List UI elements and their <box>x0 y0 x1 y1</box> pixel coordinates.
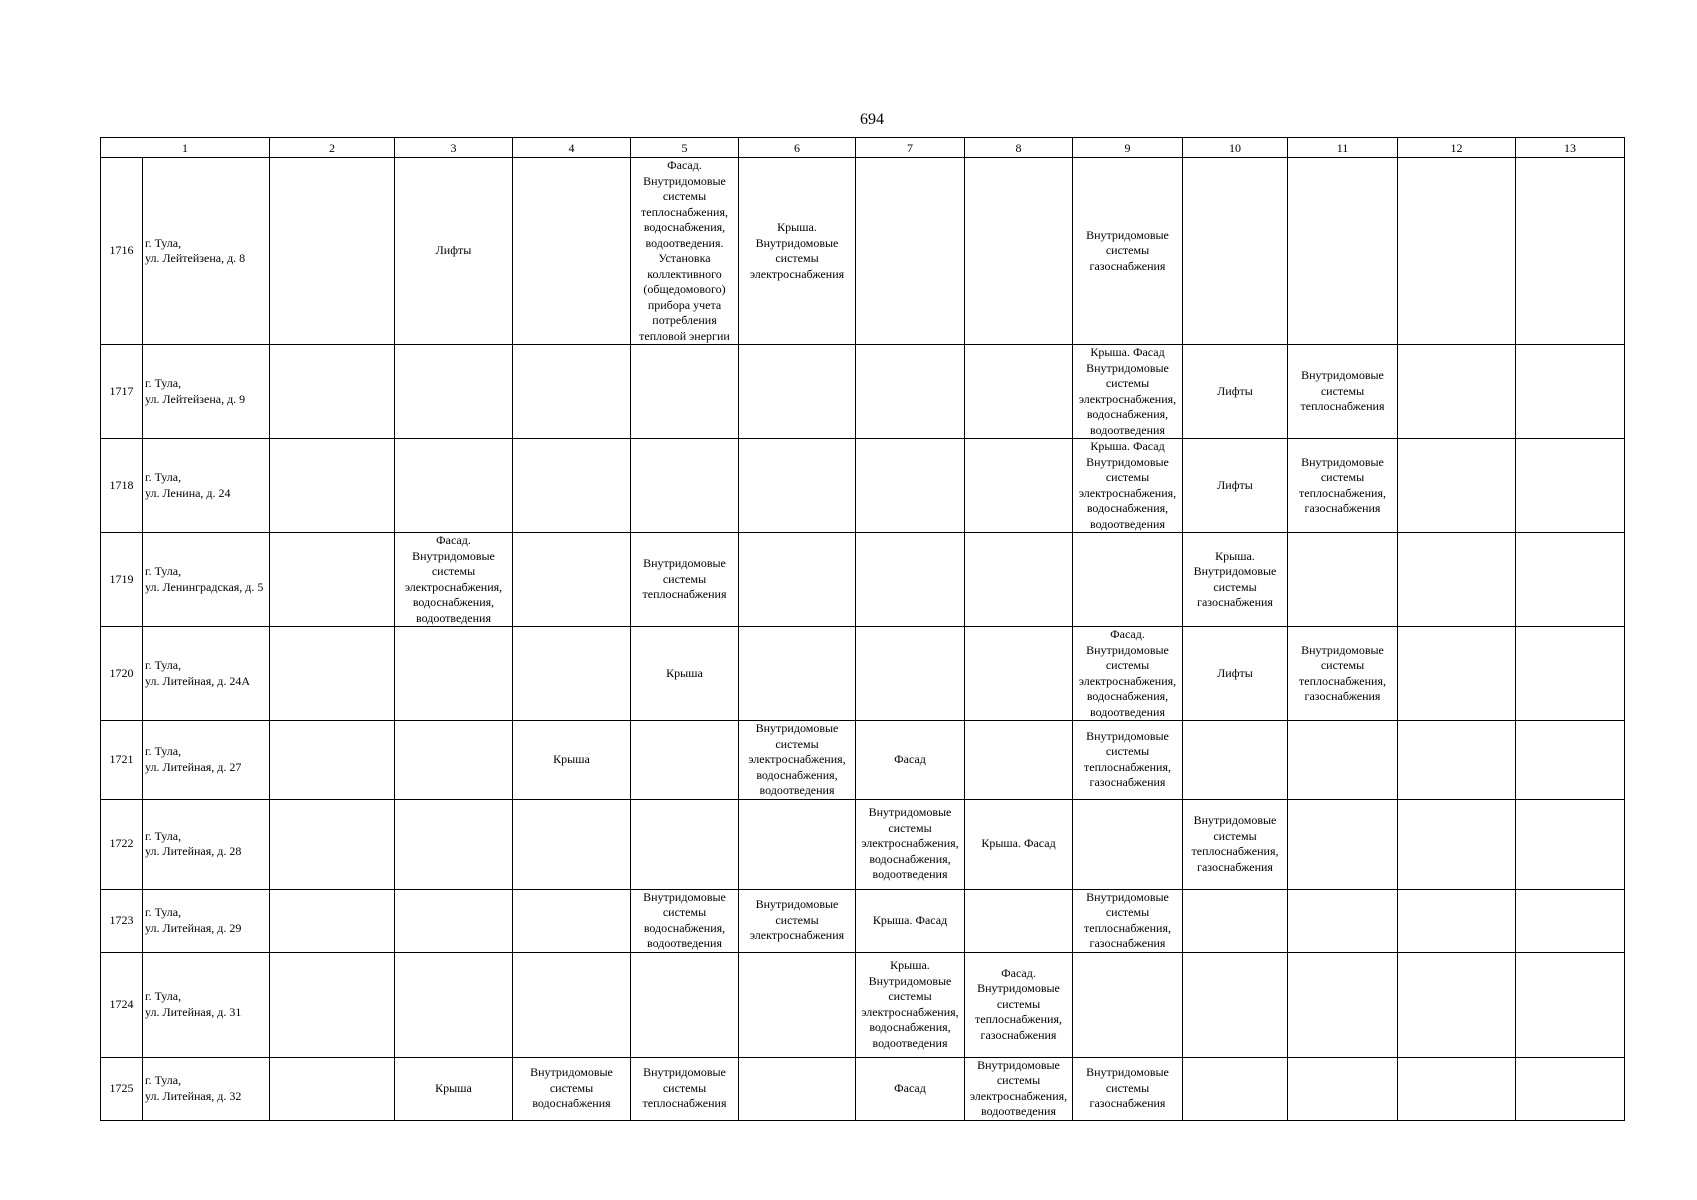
work-cell-col-7 <box>856 533 965 627</box>
work-cell-col-9 <box>1073 952 1183 1057</box>
work-cell-col-10 <box>1183 533 1288 627</box>
work-cell-text: Фасад. Внутридомовые системы электроснабжения, водоснабжения, водоотведения <box>1078 627 1177 719</box>
work-cell-text: Внутридомовые системы водоснабжения <box>530 1065 613 1111</box>
work-cell-text: Крыша <box>666 665 703 680</box>
work-cell-col-6 <box>739 345 856 439</box>
work-cell-text: Крыша. Внутридомовые системы электроснабжения, водоснабжения, водоотведения <box>861 958 959 1050</box>
work-cell-col-2 <box>270 889 395 952</box>
work-cell-text: Внутридомовые системы теплоснабжения, газоснабжения <box>1191 813 1279 874</box>
work-cell-col-5 <box>631 158 739 345</box>
work-cell-col-2 <box>270 345 395 439</box>
work-cell-col-8 <box>965 721 1073 800</box>
work-cell-col-13 <box>1516 345 1625 439</box>
work-cell-col-10 <box>1183 345 1288 439</box>
address-city: г. Тула, <box>145 470 182 484</box>
address-cell <box>143 889 270 952</box>
address-street: ул. Литейная, д. 29 <box>145 920 242 935</box>
header-cell: 13 <box>1516 138 1625 158</box>
work-cell-text: Внутридомовые системы электроснабжения, водоотведения <box>969 1057 1068 1118</box>
table-row <box>101 799 1625 889</box>
address-city: г. Тула, <box>145 235 182 250</box>
row-number: 1721 <box>101 721 143 800</box>
work-cell-col-7 <box>856 158 965 345</box>
work-cell-col-6 <box>739 889 856 952</box>
address-city: г. Тула, <box>145 744 182 759</box>
work-cell-col-6 <box>739 439 856 533</box>
work-cell-col-4 <box>513 627 631 721</box>
work-cell-col-7 <box>856 889 965 952</box>
header-cell: 5 <box>631 138 739 158</box>
work-cell-text: Внутридомовые системы газоснабжения <box>1086 227 1169 273</box>
work-cell-col-5 <box>631 889 739 952</box>
work-cell-col-2 <box>270 1057 395 1120</box>
address-street: ул. Литейная, д. 27 <box>145 759 242 774</box>
work-cell-col-4 <box>513 345 631 439</box>
table-row <box>101 889 1625 952</box>
work-cell-col-3 <box>395 158 513 345</box>
work-cell-text: Фасад. Внутридомовые системы теплоснабжения, водоснабжения, водоотведения. Установка коллективного (общедомового) прибора учета потребления тепловой энергии <box>639 158 730 343</box>
work-cell-col-11 <box>1288 627 1398 721</box>
work-cell-col-11 <box>1288 721 1398 800</box>
work-cell-col-4 <box>513 1057 631 1120</box>
table-row <box>101 627 1625 721</box>
work-cell-col-10 <box>1183 627 1288 721</box>
work-cell-col-9 <box>1073 345 1183 439</box>
row-number: 1720 <box>101 627 143 721</box>
work-cell-col-5 <box>631 952 739 1057</box>
address-city: г. Тула, <box>145 1073 182 1087</box>
work-cell-text: Внутридомовые системы теплоснабжения <box>1300 368 1385 414</box>
work-cell-text: Фасад. Внутридомовые системы электроснабжения, водоснабжения, водоотведения <box>404 533 503 625</box>
work-cell-col-5 <box>631 799 739 889</box>
work-cell-col-7 <box>856 952 965 1057</box>
work-cell-col-12 <box>1398 799 1516 889</box>
work-cell-col-2 <box>270 952 395 1057</box>
work-cell-col-3 <box>395 533 513 627</box>
work-cell-text: Крыша. Фасад Внутридомовые системы электроснабжения, водоснабжения, водоотведения <box>1078 439 1177 531</box>
row-number: 1724 <box>101 952 143 1057</box>
work-schedule-table <box>100 137 1625 1121</box>
header-cell: 12 <box>1398 138 1516 158</box>
work-cell-text: Крыша. Фасад <box>981 836 1056 851</box>
address-cell <box>143 799 270 889</box>
work-cell-col-11 <box>1288 439 1398 533</box>
address-city: г. Тула, <box>145 376 182 390</box>
header-cell: 3 <box>395 138 513 158</box>
work-cell-col-2 <box>270 799 395 889</box>
work-cell-col-13 <box>1516 627 1625 721</box>
address-cell <box>143 1057 270 1120</box>
work-cell-col-8 <box>965 627 1073 721</box>
header-cell: 8 <box>965 138 1073 158</box>
work-cell-col-7 <box>856 627 965 721</box>
work-cell-col-13 <box>1516 533 1625 627</box>
work-cell-col-8 <box>965 952 1073 1057</box>
address-city: г. Тула, <box>145 989 182 1003</box>
work-cell-col-3 <box>395 799 513 889</box>
work-cell-col-5 <box>631 627 739 721</box>
address-street: ул. Лейтейзена, д. 8 <box>145 251 246 265</box>
work-cell-col-7 <box>856 799 965 889</box>
work-cell-col-8 <box>965 439 1073 533</box>
work-cell-col-8 <box>965 799 1073 889</box>
address-city: г. Тула, <box>145 564 182 578</box>
address-street: ул. Литейная, д. 24А <box>145 673 251 688</box>
work-cell-col-12 <box>1398 158 1516 345</box>
work-cell-col-6 <box>739 721 856 800</box>
table-row <box>101 721 1625 800</box>
work-cell-col-10 <box>1183 158 1288 345</box>
work-cell-col-13 <box>1516 799 1625 889</box>
work-cell-col-4 <box>513 158 631 345</box>
work-cell-col-5 <box>631 533 739 627</box>
work-cell-col-3 <box>395 889 513 952</box>
work-cell-text: Внутридомовые системы теплоснабжения, газоснабжения <box>1084 728 1171 790</box>
work-cell-col-4 <box>513 889 631 952</box>
work-cell-col-12 <box>1398 439 1516 533</box>
work-cell-text: Крыша <box>553 752 590 766</box>
work-cell-col-3 <box>395 952 513 1057</box>
address-street: ул. Ленинградская, д. 5 <box>145 579 264 594</box>
address-street: ул. Ленина, д. 24 <box>145 485 231 500</box>
work-cell-col-11 <box>1288 889 1398 952</box>
work-cell-col-8 <box>965 158 1073 345</box>
work-cell-col-12 <box>1398 627 1516 721</box>
work-cell-text: Внутридомовые системы водоснабжения, водоотведения <box>643 889 726 950</box>
work-cell-col-11 <box>1288 952 1398 1057</box>
row-number: 1719 <box>101 533 143 627</box>
work-cell-col-6 <box>739 799 856 889</box>
address-street: ул. Лейтейзена, д. 9 <box>145 391 246 406</box>
header-row <box>101 138 1625 158</box>
work-cell-col-12 <box>1398 721 1516 800</box>
work-cell-col-12 <box>1398 1057 1516 1120</box>
work-cell-col-5 <box>631 345 739 439</box>
work-cell-col-6 <box>739 533 856 627</box>
work-cell-col-2 <box>270 158 395 345</box>
work-cell-text: Внутридомовые системы газоснабжения <box>1086 1065 1169 1111</box>
work-cell-col-9 <box>1073 627 1183 721</box>
work-cell-col-13 <box>1516 439 1625 533</box>
work-cell-col-10 <box>1183 889 1288 952</box>
address-city: г. Тула, <box>145 658 182 672</box>
work-cell-col-9 <box>1073 799 1183 889</box>
work-cell-text: Крыша. Внутридомовые системы электроснабжения <box>749 220 845 281</box>
address-cell <box>143 721 270 800</box>
row-number: 1716 <box>101 158 143 345</box>
work-cell-text: Внутридомовые системы теплоснабжения <box>642 556 727 602</box>
work-cell-col-2 <box>270 533 395 627</box>
work-cell-text: Внутридомовые системы теплоснабжения, газоснабжения <box>1299 454 1386 515</box>
work-cell-col-5 <box>631 721 739 800</box>
work-cell-col-10 <box>1183 1057 1288 1120</box>
work-cell-col-8 <box>965 1057 1073 1120</box>
work-cell-col-12 <box>1398 952 1516 1057</box>
row-number: 1718 <box>101 439 143 533</box>
work-cell-col-13 <box>1516 158 1625 345</box>
work-cell-col-6 <box>739 158 856 345</box>
work-cell-text: Внутридомовые системы теплоснабжения, газоснабжения <box>1299 642 1386 703</box>
work-cell-col-6 <box>739 1057 856 1120</box>
header-cell: 10 <box>1183 138 1288 158</box>
work-cell-col-11 <box>1288 345 1398 439</box>
work-cell-col-11 <box>1288 533 1398 627</box>
work-cell-col-7 <box>856 721 965 800</box>
work-cell-col-9 <box>1073 533 1183 627</box>
work-cell-text: Крыша <box>435 1080 472 1095</box>
address-street: ул. Литейная, д. 31 <box>145 1004 242 1019</box>
work-cell-text: Лифты <box>1217 665 1253 680</box>
table-row <box>101 533 1625 627</box>
work-cell-col-9 <box>1073 158 1183 345</box>
address-cell <box>143 158 270 345</box>
header-cell: 6 <box>739 138 856 158</box>
work-cell-text: Внутридомовые системы теплоснабжения <box>642 1065 727 1111</box>
work-cell-col-6 <box>739 627 856 721</box>
work-cell-col-6 <box>739 952 856 1057</box>
work-cell-text: Лифты <box>1217 477 1253 492</box>
work-cell-col-12 <box>1398 533 1516 627</box>
work-cell-col-13 <box>1516 721 1625 800</box>
row-number: 1722 <box>101 799 143 889</box>
work-cell-col-10 <box>1183 952 1288 1057</box>
work-cell-text: Лифты <box>1217 383 1253 398</box>
work-cell-col-3 <box>395 345 513 439</box>
work-cell-text: Крыша. Фасад Внутридомовые системы электроснабжения, водоснабжения, водоотведения <box>1078 345 1177 437</box>
work-cell-col-11 <box>1288 799 1398 889</box>
work-cell-col-8 <box>965 345 1073 439</box>
work-cell-col-4 <box>513 721 631 800</box>
work-cell-col-4 <box>513 799 631 889</box>
work-cell-col-11 <box>1288 1057 1398 1120</box>
work-cell-text: Внутридомовые системы электроснабжения, водоснабжения, водоотведения <box>861 805 959 882</box>
address-city: г. Тула, <box>145 828 182 843</box>
header-cell: 11 <box>1288 138 1398 158</box>
address-cell <box>143 627 270 721</box>
work-cell-col-2 <box>270 721 395 800</box>
work-cell-col-9 <box>1073 1057 1183 1120</box>
work-cell-col-8 <box>965 533 1073 627</box>
work-cell-text: Крыша. Внутридомовые системы газоснабжения <box>1193 548 1277 609</box>
work-cell-col-13 <box>1516 1057 1625 1120</box>
header-cell: 9 <box>1073 138 1183 158</box>
header-cell: 2 <box>270 138 395 158</box>
work-cell-col-5 <box>631 439 739 533</box>
work-cell-col-10 <box>1183 799 1288 889</box>
work-cell-text: Фасад. Внутридомовые системы теплоснабжения, газоснабжения <box>975 965 1062 1042</box>
work-cell-text: Внутридомовые системы электроснабжения, водоснабжения, водоотведения <box>748 721 846 797</box>
work-cell-col-4 <box>513 439 631 533</box>
address-cell <box>143 439 270 533</box>
address-cell <box>143 533 270 627</box>
work-cell-col-5 <box>631 1057 739 1120</box>
row-number: 1723 <box>101 889 143 952</box>
work-cell-text: Внутридомовые системы теплоснабжения, газоснабжения <box>1084 889 1171 950</box>
header-cell: 7 <box>856 138 965 158</box>
work-cell-col-7 <box>856 439 965 533</box>
work-cell-text: Фасад <box>894 1080 926 1095</box>
work-cell-col-7 <box>856 1057 965 1120</box>
work-cell-col-9 <box>1073 439 1183 533</box>
work-cell-col-2 <box>270 439 395 533</box>
table-row <box>101 345 1625 439</box>
table-row <box>101 1057 1625 1120</box>
work-cell-col-13 <box>1516 952 1625 1057</box>
work-cell-col-9 <box>1073 721 1183 800</box>
work-cell-col-12 <box>1398 345 1516 439</box>
work-cell-col-4 <box>513 952 631 1057</box>
table-row <box>101 158 1625 345</box>
work-cell-col-8 <box>965 889 1073 952</box>
address-cell <box>143 345 270 439</box>
work-cell-col-4 <box>513 533 631 627</box>
work-cell-col-13 <box>1516 889 1625 952</box>
address-street: ул. Литейная, д. 28 <box>145 844 242 858</box>
work-cell-col-12 <box>1398 889 1516 952</box>
row-number: 1717 <box>101 345 143 439</box>
work-cell-col-3 <box>395 439 513 533</box>
header-cell: 4 <box>513 138 631 158</box>
work-cell-col-7 <box>856 345 965 439</box>
header-cell: 1 <box>101 138 270 158</box>
table-row <box>101 439 1625 533</box>
address-street: ул. Литейная, д. 32 <box>145 1088 242 1103</box>
page-number: 694 <box>860 111 884 128</box>
work-cell-text: Фасад <box>894 752 926 766</box>
work-cell-col-10 <box>1183 439 1288 533</box>
row-number: 1725 <box>101 1057 143 1120</box>
address-cell <box>143 952 270 1057</box>
table-row <box>101 952 1625 1057</box>
work-cell-text: Крыша. Фасад <box>872 912 948 927</box>
work-cell-text: Лифты <box>435 243 472 258</box>
work-cell-col-3 <box>395 721 513 800</box>
work-cell-col-9 <box>1073 889 1183 952</box>
work-cell-col-2 <box>270 627 395 721</box>
work-cell-col-10 <box>1183 721 1288 800</box>
work-cell-col-3 <box>395 1057 513 1120</box>
work-cell-text: Внутридомовые системы электроснабжения <box>749 897 845 943</box>
address-city: г. Тула, <box>145 905 182 919</box>
work-cell-col-11 <box>1288 158 1398 345</box>
work-cell-col-3 <box>395 627 513 721</box>
